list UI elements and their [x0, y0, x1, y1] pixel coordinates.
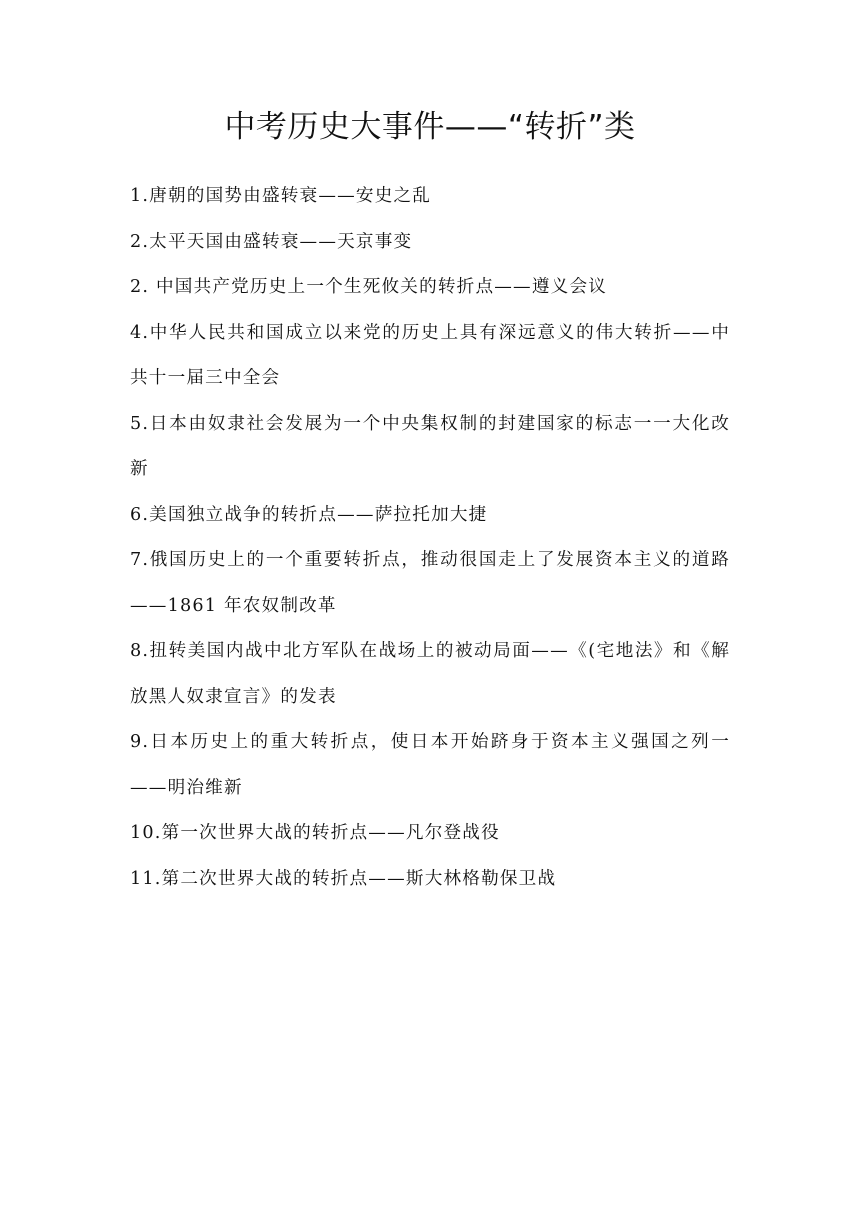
event-item-6: 6.美国独立战争的转折点——萨拉托加大捷	[130, 504, 488, 525]
event-item-10: 10.第一次世界大战的转折点——凡尔登战役	[130, 823, 500, 843]
event-item-4: 4.中华人民共和国成立以来党的历史上具有深远意义的伟大转折——中共十一届三中全会	[130, 322, 730, 388]
event-list	[130, 174, 730, 902]
event-item-2: 2.太平天国由盛转衰——天京事变	[130, 231, 413, 252]
event-item-11: 11.第二次世界大战的转折点——斯大林格勒保卫战	[130, 868, 557, 889]
event-item-3: 2. 中国共产党历史上一个生死攸关的转折点——遵义会议	[130, 277, 608, 297]
event-item-7: 7.俄国历史上的一个重要转折点，推动很国走上了发展资本主义的道路——1861 年农奴制改革	[130, 550, 730, 616]
event-item-1: 1.唐朝的国势由盛转衰——安史之乱	[130, 186, 432, 206]
document-title: 中考历史大事件——“转折”类	[224, 109, 636, 145]
event-item-5: 5.日本由奴隶社会发展为一个中央集权制的封建国家的标志一一大化改新	[130, 413, 730, 479]
event-item-9: 9.日本历史上的重大转折点，使日本开始跻身于资本主义强国之列一——明治维新	[130, 732, 730, 798]
event-item-8: 8.扭转美国内战中北方军队在战场上的被动局面——《(宅地法》和《解放黑人奴隶宣言》的发表	[130, 641, 730, 707]
